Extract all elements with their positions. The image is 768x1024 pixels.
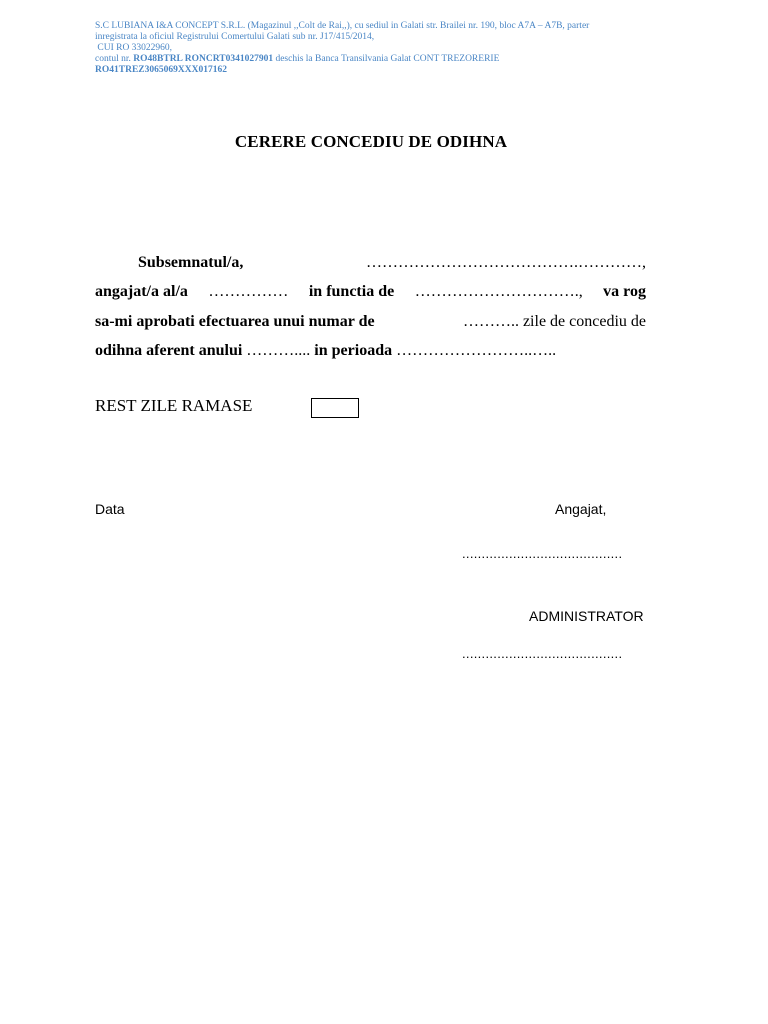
- employer-blank[interactable]: ……………: [208, 283, 289, 301]
- administrator-label: ADMINISTRATOR: [529, 608, 644, 624]
- days-blank[interactable]: ……….. zile de concediu de: [462, 312, 646, 330]
- period-blank[interactable]: ……………………..…..: [396, 342, 557, 360]
- employee-label: Angajat,: [555, 501, 607, 517]
- body-line-4: [95, 336, 646, 365]
- subsemnatul-label: Subsemnatul/a,: [138, 254, 244, 271]
- year-blank[interactable]: ………....: [246, 342, 311, 360]
- header-account-prefix: contul nr.: [95, 54, 134, 64]
- header-account-number: RO48BTRL RONCRT0341027901: [133, 54, 274, 64]
- name-blank[interactable]: ………………………………….…………,: [366, 254, 646, 271]
- rest-days-label: REST ZILE RAMASE: [95, 396, 253, 415]
- body-line-3: [95, 307, 646, 336]
- administrator-signature-line[interactable]: .........................................: [462, 646, 623, 661]
- rest-days-box[interactable]: [311, 398, 359, 418]
- date-label: Data: [95, 501, 125, 517]
- employed-at-label: angajat/a al/a: [95, 283, 188, 301]
- year-label: odihna aferent anului: [95, 342, 243, 360]
- header-account-suffix: deschis la Banca Transilvania Galat CONT TREZORERIE: [273, 54, 500, 64]
- header-line-4: [95, 54, 675, 65]
- body-line-2: [95, 277, 646, 306]
- page-title: CERERE CONCEDIU DE ODIHNA: [234, 132, 508, 151]
- header-line-3: CUI RO 33022960,: [95, 43, 173, 53]
- company-header: [95, 21, 675, 76]
- function-blank[interactable]: ………………………….,: [414, 283, 583, 301]
- body-line-1: [95, 248, 646, 277]
- approve-days-label: sa-mi aprobati efectuarea unui numar de: [95, 312, 375, 330]
- header-line-5: [95, 65, 675, 76]
- please-label: va rog: [603, 283, 646, 301]
- header-line-2: inregistrata la oficiul Registrului Comertului Galati sub nr. J17/415/2014,: [95, 32, 375, 42]
- request-body: [95, 248, 646, 366]
- period-label: in perioada: [314, 342, 393, 360]
- function-label: in functia de: [308, 283, 395, 301]
- header-treasury-account: RO41TREZ3065069XXX017162: [95, 65, 227, 75]
- header-line-1: S.C LUBIANA I&A CONCEPT S.R.L. (Magazinul ,,Colt de Rai,,), cu sediul in Galati str. Brailei nr. 190, bloc A7A – A7B, parter: [95, 21, 590, 31]
- employee-signature-line[interactable]: .........................................: [462, 546, 623, 561]
